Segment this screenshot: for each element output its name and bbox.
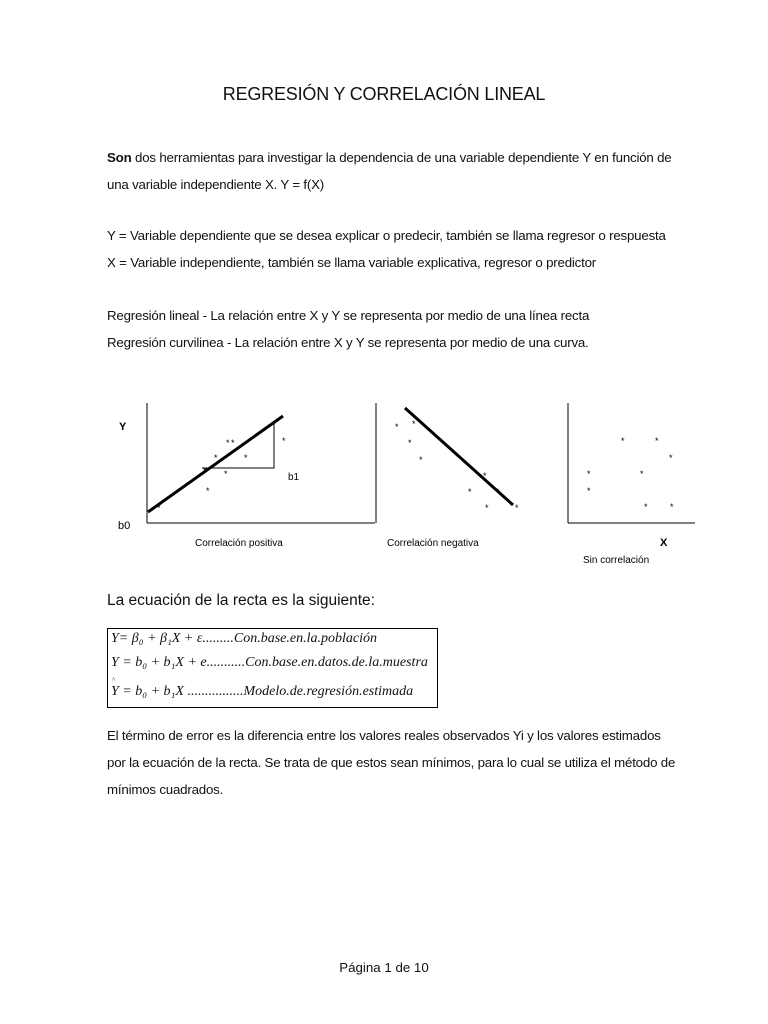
positive-point: * — [282, 436, 286, 446]
positive-point: * — [157, 503, 161, 513]
correlation-diagrams — [100, 395, 700, 575]
intro-line-1-text: dos herramientas para investigar la dependencia de una variable dependiente Y en función de — [131, 150, 672, 165]
page-number: Página 1 de 10 — [339, 960, 429, 975]
positive-point: * — [214, 453, 218, 463]
negative-point: * — [419, 455, 423, 465]
x-definition: X = Variable independiente, también se llama variable explicativa, regresor o predictor — [107, 255, 597, 270]
equation-heading: La ecuación de la recta es la siguiente: — [107, 592, 375, 609]
equation-box — [107, 628, 438, 708]
negative-point: * — [395, 422, 399, 432]
intro-line-2: una variable independiente X. Y = f(X) — [107, 177, 325, 192]
positive-regression-line — [148, 416, 283, 512]
no-correlation-point: * — [644, 502, 648, 512]
negative-points — [395, 419, 519, 513]
no-correlation-point: * — [670, 502, 674, 512]
positive-points — [157, 436, 286, 513]
no-correlation-point: * — [669, 453, 673, 463]
negative-point: * — [483, 471, 487, 481]
negative-point: * — [412, 419, 416, 429]
negative-point: * — [496, 487, 500, 497]
b0-label: b0 — [118, 520, 131, 532]
b1-label: b1 — [288, 472, 300, 483]
positive-point: * — [224, 469, 228, 479]
no-correlation-point: * — [587, 469, 591, 479]
positive-point: * — [226, 438, 230, 448]
linear-regression-text: Regresión lineal - La relación entre X y Y se representa por medio de una línea recta — [107, 308, 590, 323]
page-title: REGRESIÓN Y CORRELACIÓN LINEAL — [222, 84, 546, 104]
x-axis-label: X — [660, 537, 668, 549]
negative-point: * — [408, 438, 412, 448]
no-correlation-panel-label: Sin correlación — [583, 555, 650, 566]
no-correlation-point: * — [621, 436, 625, 446]
population-equation: Y= β₀ + β₁X + ε.........Con.base.en.la.población — [111, 631, 377, 646]
y-definition: Y = Variable dependiente que se desea explicar o predecir, también se llama regresor o respuesta — [107, 228, 666, 243]
hat-mark: ^ — [112, 676, 116, 684]
positive-panel-label: Correlación positiva — [195, 538, 283, 549]
no-correlation-point: * — [640, 469, 644, 479]
positive-point: * — [206, 486, 210, 496]
negative-point: * — [468, 487, 472, 497]
positive-point: * — [244, 453, 248, 463]
no-correlation-points — [587, 436, 674, 512]
no-correlation-point: * — [655, 436, 659, 446]
positive-point: * — [231, 438, 235, 448]
estimated-equation: Y = b₀ + b₁X ................Modelo.de.regresión.estimada — [111, 684, 414, 699]
negative-point: * — [485, 503, 489, 513]
curvilinear-regression-text: Regresión curvilinea - La relación entre X y Y se representa por medio de una curva. — [107, 335, 589, 350]
negative-panel-label: Correlación negativa — [387, 538, 479, 549]
negative-point: * — [515, 503, 519, 513]
no-correlation-point: * — [587, 486, 591, 496]
intro-bold-word: Son — [107, 150, 132, 165]
error-paragraph-line-3: mínimos cuadrados. — [107, 782, 224, 797]
sample-equation: Y = b₀ + b₁X + e...........Con.base.en.datos.de.la.muestra — [111, 655, 428, 670]
error-paragraph-line-2: por la ecuación de la recta. Se trata de que estos sean mínimos, para lo cual se utiliza el método de — [107, 755, 676, 770]
error-paragraph-line-1: El término de error es la diferencia entre los valores reales observados Yi y los valores estimados — [107, 728, 661, 743]
intro-line-1 — [107, 150, 672, 165]
positive-point: * — [203, 466, 207, 476]
y-axis-label: Y — [119, 421, 127, 433]
